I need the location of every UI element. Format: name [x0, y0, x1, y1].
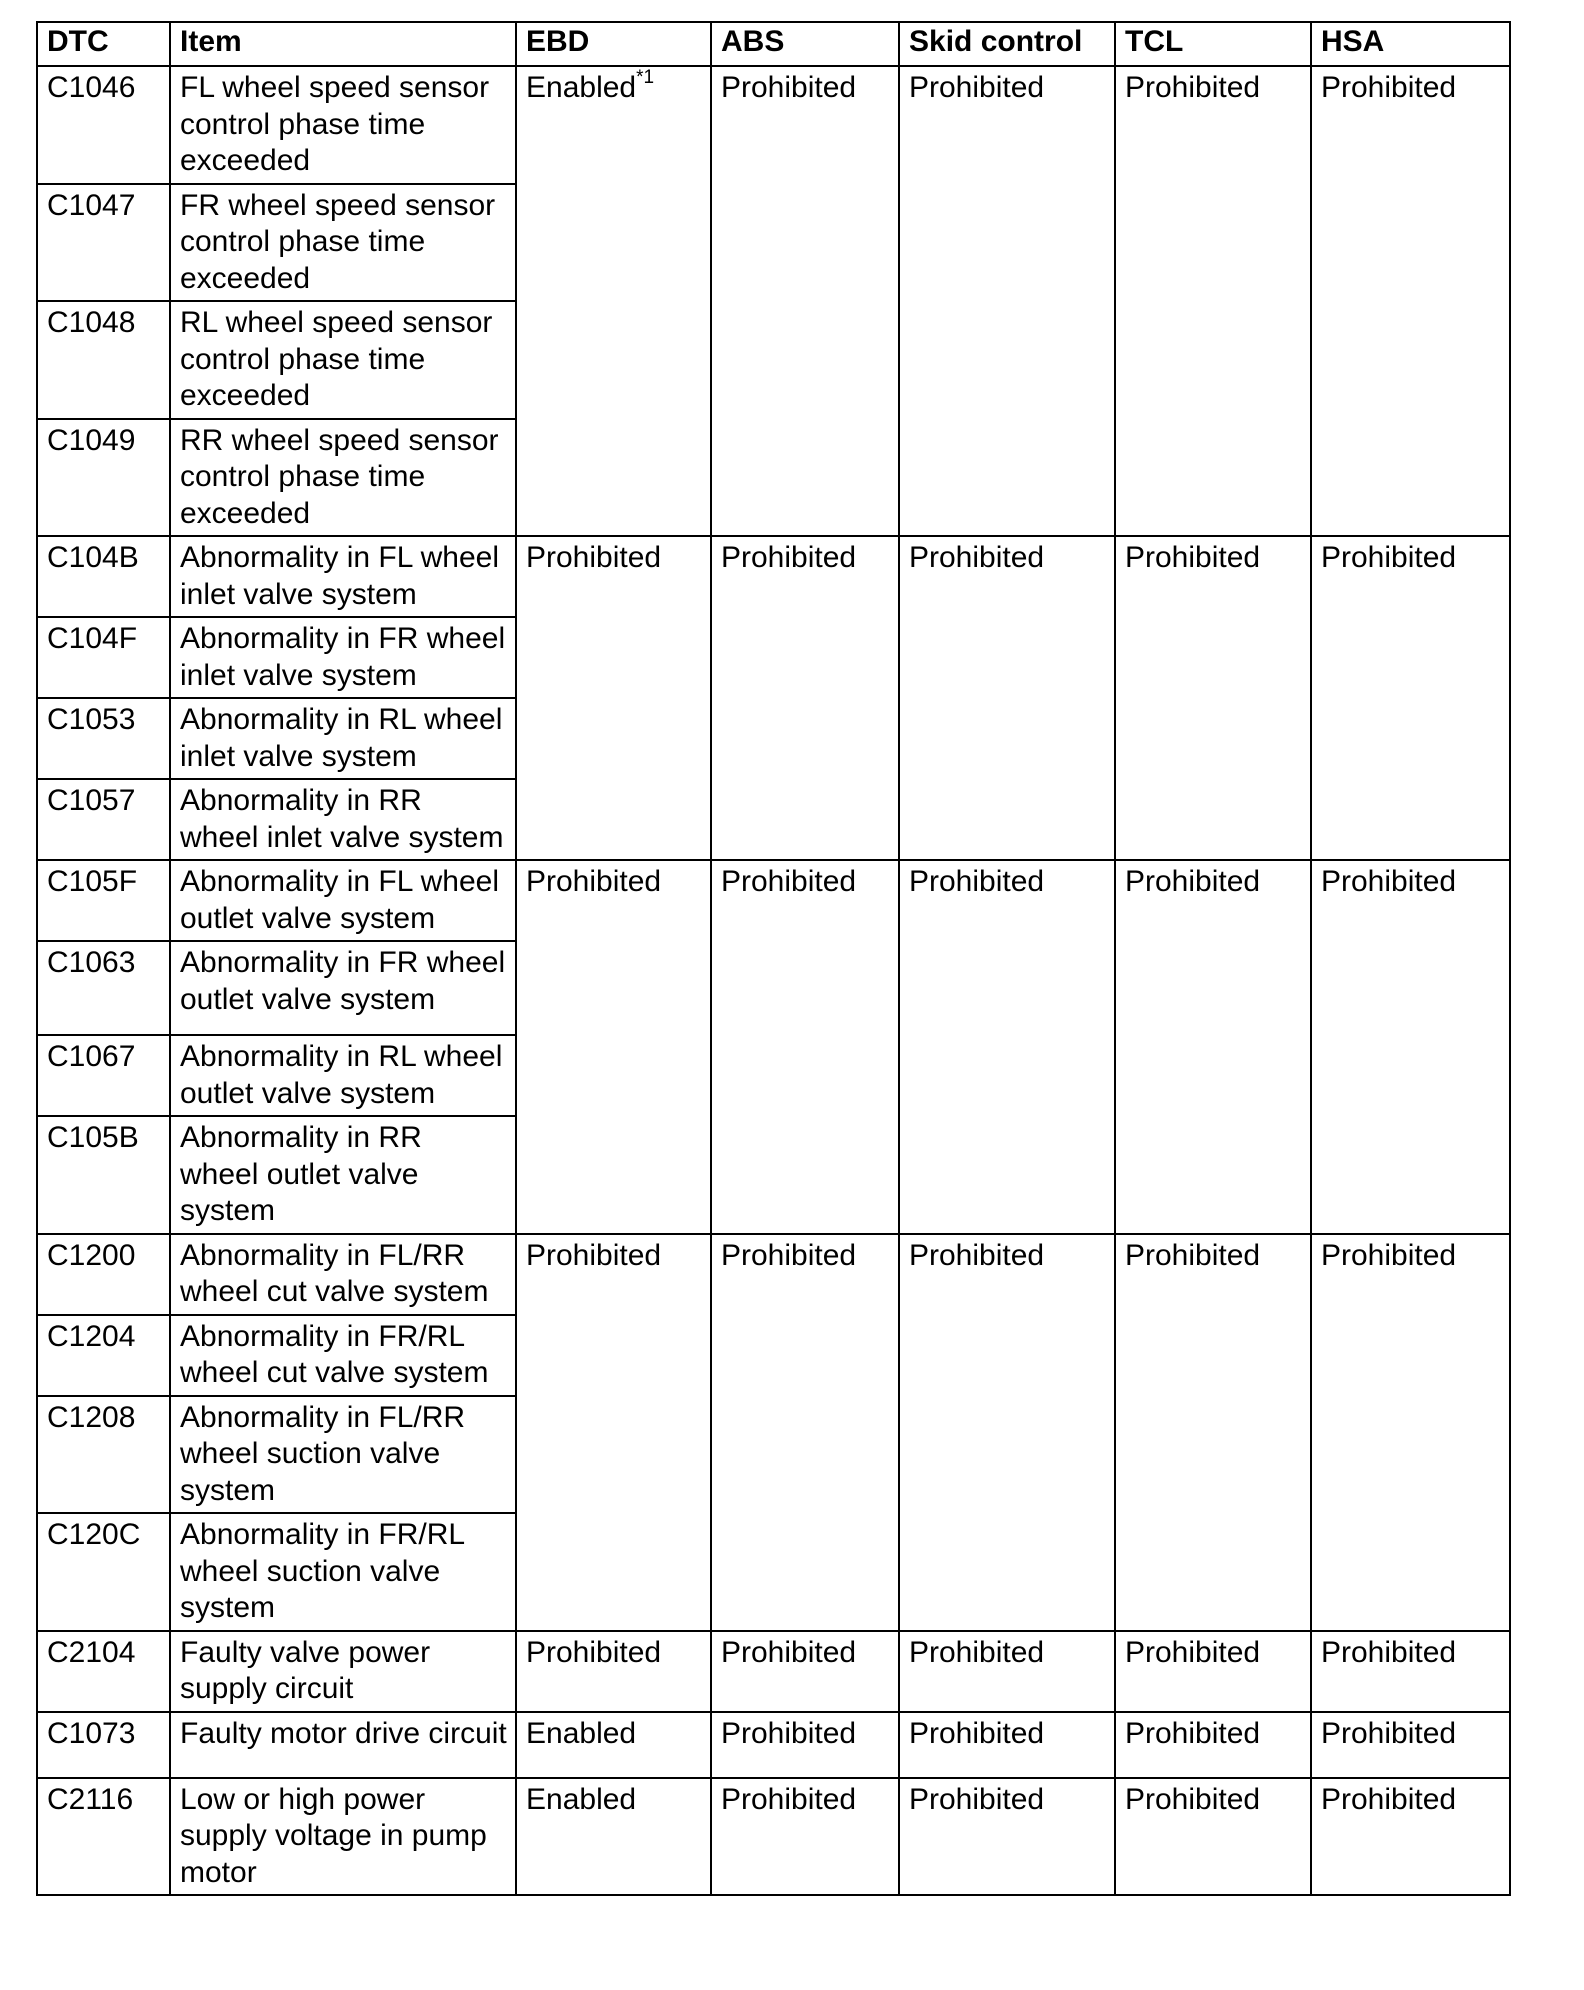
item-description-cell: Abnormality in FR wheel outlet valve system — [170, 941, 516, 1035]
table-row — [37, 536, 1510, 617]
dtc-code-cell: C104F — [37, 617, 170, 698]
abs-status-cell — [711, 860, 899, 1234]
item-description-cell: Abnormality in FR wheel inlet valve system — [170, 617, 516, 698]
header-row — [37, 22, 1510, 66]
skid-control-status-cell — [899, 536, 1115, 860]
ebd-status-cell — [516, 1712, 711, 1778]
item-description-cell: RR wheel speed sensor control phase time exceeded — [170, 419, 516, 537]
ebd-status-text: Prohibited — [526, 1635, 662, 1669]
ebd-status-cell — [516, 536, 711, 860]
item-description-cell: Faulty motor drive circuit — [170, 1712, 516, 1778]
abs-status-cell — [711, 536, 899, 860]
dtc-code-cell: C1204 — [37, 1315, 170, 1396]
tcl-status-cell — [1115, 66, 1311, 536]
tcl-status-cell — [1115, 1778, 1311, 1896]
item-description-cell: Abnormality in RL wheel inlet valve system — [170, 698, 516, 779]
skid-control-status-text: Prohibited — [909, 71, 1045, 104]
table-row — [37, 1631, 1510, 1712]
abs-status-text: Prohibited — [721, 1238, 857, 1272]
ebd-status-text: Enabled — [526, 1782, 637, 1816]
header-item: Item — [170, 22, 516, 66]
tcl-status-text: Prohibited — [1125, 71, 1261, 104]
ebd-status-text: Prohibited — [526, 865, 662, 898]
dtc-code-cell: C1049 — [37, 419, 170, 537]
item-description-cell: Abnormality in RL wheel outlet valve system — [170, 1035, 516, 1116]
ebd-status-cell — [516, 1778, 711, 1896]
skid-control-status-cell — [899, 66, 1115, 536]
dtc-code-cell: C1063 — [37, 941, 170, 1035]
tcl-status-text: Prohibited — [1125, 865, 1261, 898]
ebd-status-text: Enabled — [526, 1716, 637, 1750]
tcl-status-text: Prohibited — [1125, 1238, 1261, 1272]
item-description-cell: Abnormality in FR/RL wheel suction valve system — [170, 1513, 516, 1631]
skid-control-status-text: Prohibited — [909, 1782, 1045, 1816]
header-ebd: EBD — [516, 22, 711, 66]
dtc-code-cell: C1200 — [37, 1234, 170, 1315]
ebd-status-cell — [516, 66, 711, 536]
skid-control-status-cell — [899, 1778, 1115, 1896]
table-row — [37, 66, 1510, 184]
skid-control-status-text: Prohibited — [909, 1635, 1045, 1669]
dtc-code-cell: C1048 — [37, 301, 170, 419]
dtc-code-cell: C1073 — [37, 1712, 170, 1778]
item-description-cell: Faulty valve power supply circuit — [170, 1631, 516, 1712]
abs-status-cell — [711, 1631, 899, 1712]
dtc-code-cell: C104B — [37, 536, 170, 617]
skid-control-status-cell — [899, 1631, 1115, 1712]
dtc-code-cell: C2104 — [37, 1631, 170, 1712]
tcl-status-cell — [1115, 536, 1311, 860]
hsa-status-text: Prohibited — [1321, 1716, 1457, 1750]
skid-control-status-cell — [899, 860, 1115, 1234]
skid-control-status-text: Prohibited — [909, 865, 1045, 898]
dtc-code-cell: C105B — [37, 1116, 170, 1234]
hsa-status-text: Prohibited — [1321, 541, 1457, 574]
ebd-status-text: Prohibited — [526, 541, 662, 574]
abs-status-text: Prohibited — [721, 865, 857, 898]
abs-status-text: Prohibited — [721, 541, 857, 574]
item-description-cell: RL wheel speed sensor control phase time exceeded — [170, 301, 516, 419]
hsa-status-text: Prohibited — [1321, 865, 1457, 898]
hsa-status-cell — [1311, 1234, 1510, 1631]
skid-control-status-text: Prohibited — [909, 1716, 1045, 1750]
abs-status-cell — [711, 66, 899, 536]
tcl-status-text: Prohibited — [1125, 1782, 1261, 1816]
dtc-code-cell: C1053 — [37, 698, 170, 779]
abs-status-text: Prohibited — [721, 1716, 857, 1750]
table-body — [37, 66, 1510, 1895]
hsa-status-cell — [1311, 1631, 1510, 1712]
dtc-code-cell: C1208 — [37, 1396, 170, 1514]
tcl-status-cell — [1115, 860, 1311, 1234]
skid-control-status-text: Prohibited — [909, 1238, 1045, 1272]
dtc-code-cell: C1047 — [37, 184, 170, 302]
ebd-status-text: Prohibited — [526, 1238, 662, 1272]
abs-status-text: Prohibited — [721, 1782, 857, 1816]
item-description-cell: Low or high power supply voltage in pump motor — [170, 1778, 516, 1896]
tcl-status-text: Prohibited — [1125, 541, 1261, 574]
table-row — [37, 860, 1510, 941]
hsa-status-text: Prohibited — [1321, 1782, 1457, 1816]
hsa-status-text: Prohibited — [1321, 1238, 1457, 1272]
item-description-cell: Abnormality in FR/RL wheel cut valve system — [170, 1315, 516, 1396]
ebd-status-text: Enabled — [526, 71, 637, 104]
header-hsa: HSA — [1311, 22, 1510, 66]
dtc-code-cell: C2116 — [37, 1778, 170, 1896]
ebd-status-cell — [516, 1631, 711, 1712]
dtc-function-table — [36, 21, 1511, 1896]
dtc-code-cell: C1057 — [37, 779, 170, 860]
tcl-status-cell — [1115, 1234, 1311, 1631]
dtc-code-cell: C120C — [37, 1513, 170, 1631]
item-description-cell: Abnormality in FL wheel outlet valve system — [170, 860, 516, 941]
hsa-status-cell — [1311, 1712, 1510, 1778]
hsa-status-cell — [1311, 1778, 1510, 1896]
table-row — [37, 1778, 1510, 1896]
abs-status-text: Prohibited — [721, 71, 857, 104]
skid-control-status-text: Prohibited — [909, 541, 1045, 574]
ebd-status-cell — [516, 1234, 711, 1631]
item-description-cell: Abnormality in FL wheel inlet valve system — [170, 536, 516, 617]
tcl-status-cell — [1115, 1631, 1311, 1712]
ebd-status-cell — [516, 860, 711, 1234]
hsa-status-text: Prohibited — [1321, 1635, 1457, 1669]
abs-status-text: Prohibited — [721, 1635, 857, 1669]
abs-status-cell — [711, 1712, 899, 1778]
hsa-status-cell — [1311, 860, 1510, 1234]
item-description-cell: FR wheel speed sensor control phase time exceeded — [170, 184, 516, 302]
footnote-marker: *1 — [636, 67, 655, 88]
header-dtc: DTC — [37, 22, 170, 66]
skid-control-status-cell — [899, 1712, 1115, 1778]
hsa-status-cell — [1311, 536, 1510, 860]
tcl-status-cell — [1115, 1712, 1311, 1778]
item-description-cell: Abnormality in RR wheel outlet valve system — [170, 1116, 516, 1234]
item-description-cell: Abnormality in FL/RR wheel cut valve system — [170, 1234, 516, 1315]
header-tcl: TCL — [1115, 22, 1311, 66]
hsa-status-cell — [1311, 66, 1510, 536]
item-description-cell: FL wheel speed sensor control phase time exceeded — [170, 66, 516, 184]
abs-status-cell — [711, 1234, 899, 1631]
tcl-status-text: Prohibited — [1125, 1716, 1261, 1750]
skid-control-status-cell — [899, 1234, 1115, 1631]
header-abs: ABS — [711, 22, 899, 66]
table-row — [37, 1234, 1510, 1315]
item-description-cell: Abnormality in RR wheel inlet valve system — [170, 779, 516, 860]
item-description-cell: Abnormality in FL/RR wheel suction valve system — [170, 1396, 516, 1514]
dtc-code-cell: C105F — [37, 860, 170, 941]
abs-status-cell — [711, 1778, 899, 1896]
hsa-status-text: Prohibited — [1321, 71, 1457, 104]
dtc-code-cell: C1046 — [37, 66, 170, 184]
header-skid-control: Skid control — [899, 22, 1115, 66]
table-row — [37, 1712, 1510, 1778]
dtc-code-cell: C1067 — [37, 1035, 170, 1116]
tcl-status-text: Prohibited — [1125, 1635, 1261, 1669]
